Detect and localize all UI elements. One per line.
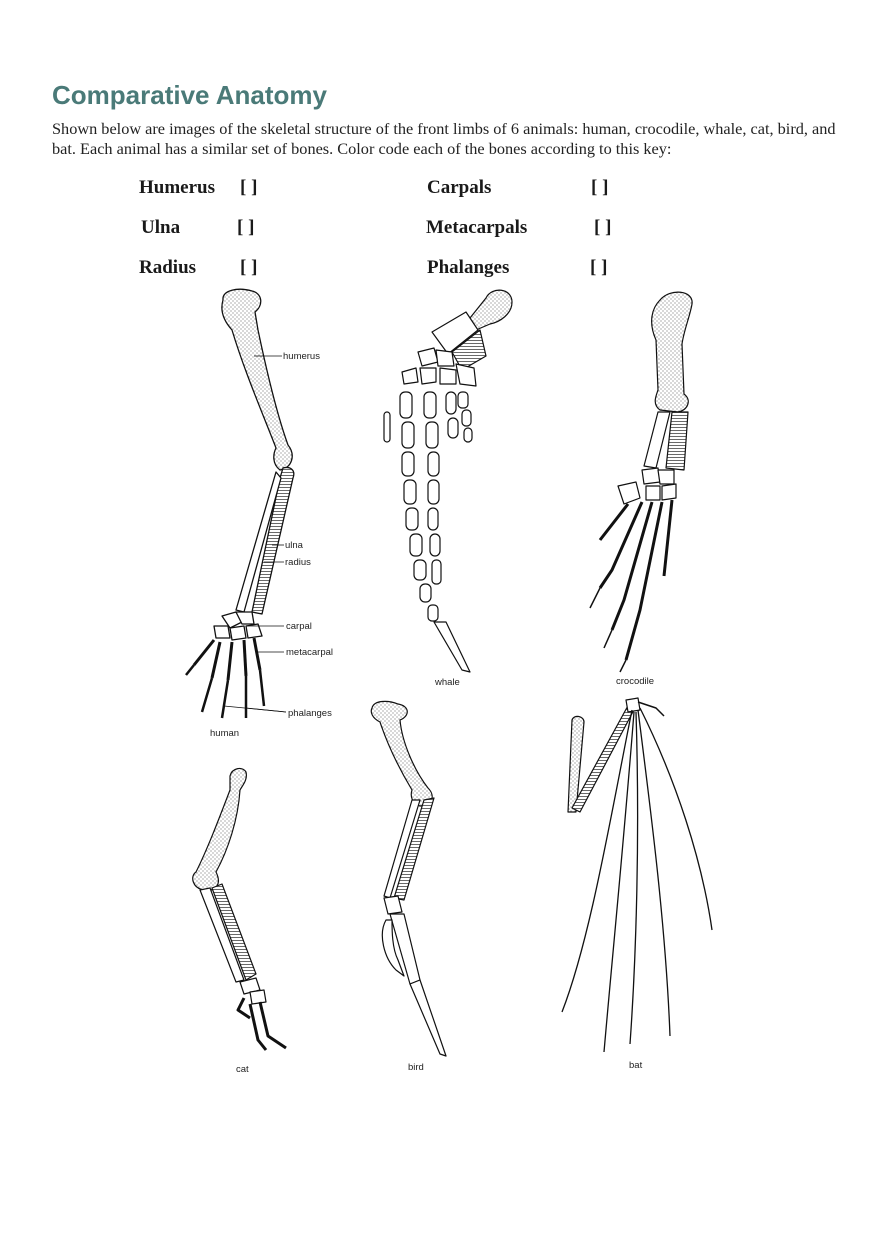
human-phalanges xyxy=(186,665,264,718)
intro-paragraph: Shown below are images of the skeletal structure of the front limbs of 6 animals: human, crocodile, whale, cat, bird, and bat. Each animal has a similar set of bones. Color code each of the bones according to this key: xyxy=(52,119,836,158)
crocodile-claws xyxy=(590,588,626,672)
crocodile-digits xyxy=(600,500,672,660)
bat-digits xyxy=(562,708,712,1052)
key-label-humerus: Humerus xyxy=(139,177,215,198)
crocodile-ulna xyxy=(666,412,688,470)
callout-radius: radius xyxy=(285,557,311,568)
key-label-phalanges: Phalanges xyxy=(427,257,510,278)
page-title: Comparative Anatomy xyxy=(52,80,327,110)
callout-metacarpal: metacarpal xyxy=(286,647,333,658)
callout-ulna: ulna xyxy=(285,540,303,551)
whale-limb xyxy=(384,290,512,672)
key-label-carpals: Carpals xyxy=(427,177,492,198)
bat-limb xyxy=(562,698,712,1052)
caption-bird: bird xyxy=(408,1062,424,1073)
cat-digits xyxy=(238,998,286,1050)
key-box-metacarpals[interactable]: [ ] xyxy=(594,217,612,238)
bat-carpals xyxy=(626,698,640,712)
crocodile-radius xyxy=(644,412,670,468)
caption-whale: whale xyxy=(435,677,460,688)
caption-bat: bat xyxy=(629,1060,643,1071)
key-label-ulna: Ulna xyxy=(141,217,181,238)
whale-phalanges xyxy=(384,392,472,672)
caption-crocodile: crocodile xyxy=(616,676,655,687)
crocodile-humerus xyxy=(652,292,692,412)
key-box-carpals[interactable]: [ ] xyxy=(591,177,609,198)
whale-humerus xyxy=(470,290,512,330)
bird-humerus xyxy=(371,701,432,806)
human-metacarpals xyxy=(194,638,260,680)
callout-humerus: humerus xyxy=(283,351,320,362)
crocodile-carpals xyxy=(618,468,676,504)
human-humerus xyxy=(222,289,292,470)
bird-phalanges xyxy=(410,980,446,1056)
key-label-metacarpals: Metacarpals xyxy=(426,217,528,238)
bat-thumb xyxy=(638,702,664,716)
key-box-humerus[interactable]: [ ] xyxy=(240,177,258,198)
key-label-radius: Radius xyxy=(139,257,197,278)
bird-metacarpals xyxy=(382,914,420,984)
caption-cat: cat xyxy=(236,1064,249,1075)
caption-human: human xyxy=(210,728,240,739)
bird-limb xyxy=(371,701,446,1056)
callout-carpal: carpal xyxy=(286,621,312,632)
key-box-phalanges[interactable]: [ ] xyxy=(590,257,608,278)
cat-humerus xyxy=(193,769,247,891)
callout-phalanges: phalanges xyxy=(288,708,332,719)
cat-limb xyxy=(193,769,286,1050)
crocodile-limb xyxy=(590,292,692,672)
key-box-ulna[interactable]: [ ] xyxy=(237,217,255,238)
key-box-radius[interactable]: [ ] xyxy=(240,257,258,278)
human-limb xyxy=(186,289,294,718)
